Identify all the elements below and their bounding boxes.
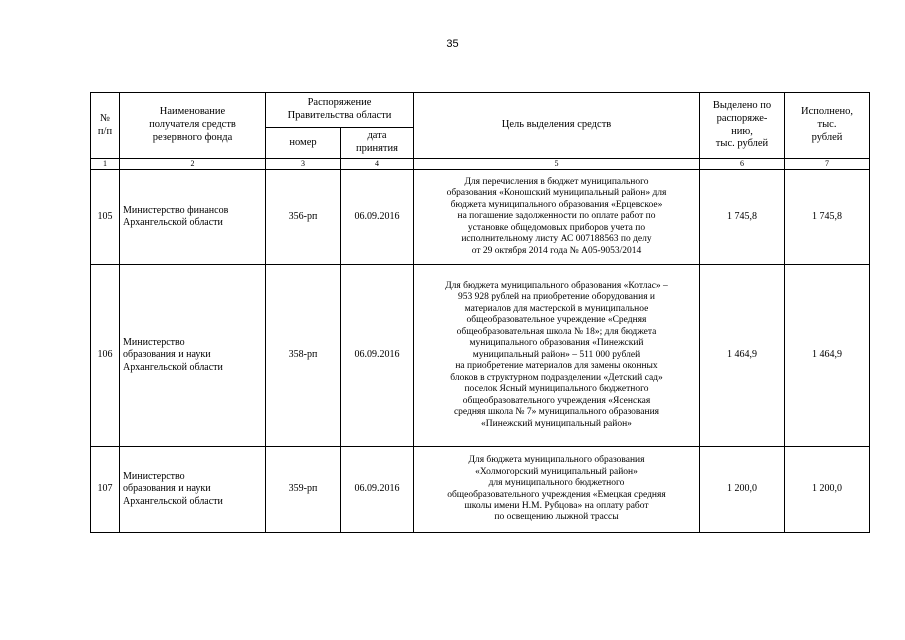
row-recipient: Министерство финансов Архангельской области	[120, 170, 266, 265]
row-order-number: 356-рп	[266, 170, 341, 265]
row-executed: 1 745,8	[785, 170, 870, 265]
row-order-number: 358-рп	[266, 265, 341, 447]
table-row	[91, 265, 870, 447]
column-number: 5	[414, 159, 700, 170]
row-purpose: Для перечисления в бюджет муниципального образования «Коношский муниципальный район» для бюджета муниципального образования «Ерцевское» на погашение задолженности по оплате работ по установке общедомовых приборов учета по исполнительному листу АС 007188563 по делу от 29 октября 2014 года № А05-9053/2014	[414, 170, 700, 265]
row-order-number: 359-рп	[266, 447, 341, 533]
header-executed: Исполнено, тыс. рублей	[785, 93, 870, 159]
row-allocated: 1 745,8	[700, 170, 785, 265]
column-number: 3	[266, 159, 341, 170]
header-purpose: Цель выделения средств	[414, 93, 700, 159]
column-number: 6	[700, 159, 785, 170]
row-purpose: Для бюджета муниципального образования «Холмогорский муниципальный район» для муниципального бюджетного общеобразовательного учреждения «Емецкая средняя школы имени Н.М. Рубцова» на оплату работ по освещению лыжной трассы	[414, 447, 700, 533]
row-order-date: 06.09.2016	[341, 265, 414, 447]
row-allocated: 1 200,0	[700, 447, 785, 533]
row-recipient: Министерство образования и науки Архангельской области	[120, 265, 266, 447]
row-num: 105	[91, 170, 120, 265]
header-order-group: Распоряжение Правительства области	[266, 93, 414, 128]
column-number: 2	[120, 159, 266, 170]
header-num: № п/п	[91, 93, 120, 159]
table-row	[91, 447, 870, 533]
column-number: 7	[785, 159, 870, 170]
column-number: 1	[91, 159, 120, 170]
row-order-date: 06.09.2016	[341, 447, 414, 533]
row-num: 107	[91, 447, 120, 533]
header-order-number: номер	[266, 128, 341, 159]
row-num: 106	[91, 265, 120, 447]
column-number-row	[91, 159, 870, 170]
row-purpose: Для бюджета муниципального образования «Котлас» – 953 928 рублей на приобретение оборудования и материалов для мастерской в муниципальное общеобразовательное учреждение «Средняя общеобразовательная школа № 18»; для бюджета муниципального образования «Пинежский муниципальный район» – 511 000 рублей на приобретение материалов для замены оконных блоков в структурном подразделении «Детский сад» поселок Ясный муниципального бюджетного общеобразовательного учреждения «Ясенская средняя школа № 7» муниципального образования «Пинежский муниципальный район»	[414, 265, 700, 447]
table-row	[91, 170, 870, 265]
column-number: 4	[341, 159, 414, 170]
row-recipient: Министерство образования и науки Архангельской области	[120, 447, 266, 533]
reserve-fund-table	[90, 92, 870, 533]
header-recipient: Наименование получателя средств резервного фонда	[120, 93, 266, 159]
row-executed: 1 464,9	[785, 265, 870, 447]
header-allocated: Выделено по распоряже- нию, тыс. рублей	[700, 93, 785, 159]
row-order-date: 06.09.2016	[341, 170, 414, 265]
header-row	[91, 93, 870, 128]
header-order-date: дата принятия	[341, 128, 414, 159]
row-executed: 1 200,0	[785, 447, 870, 533]
row-allocated: 1 464,9	[700, 265, 785, 447]
page-number: 35	[446, 38, 459, 50]
